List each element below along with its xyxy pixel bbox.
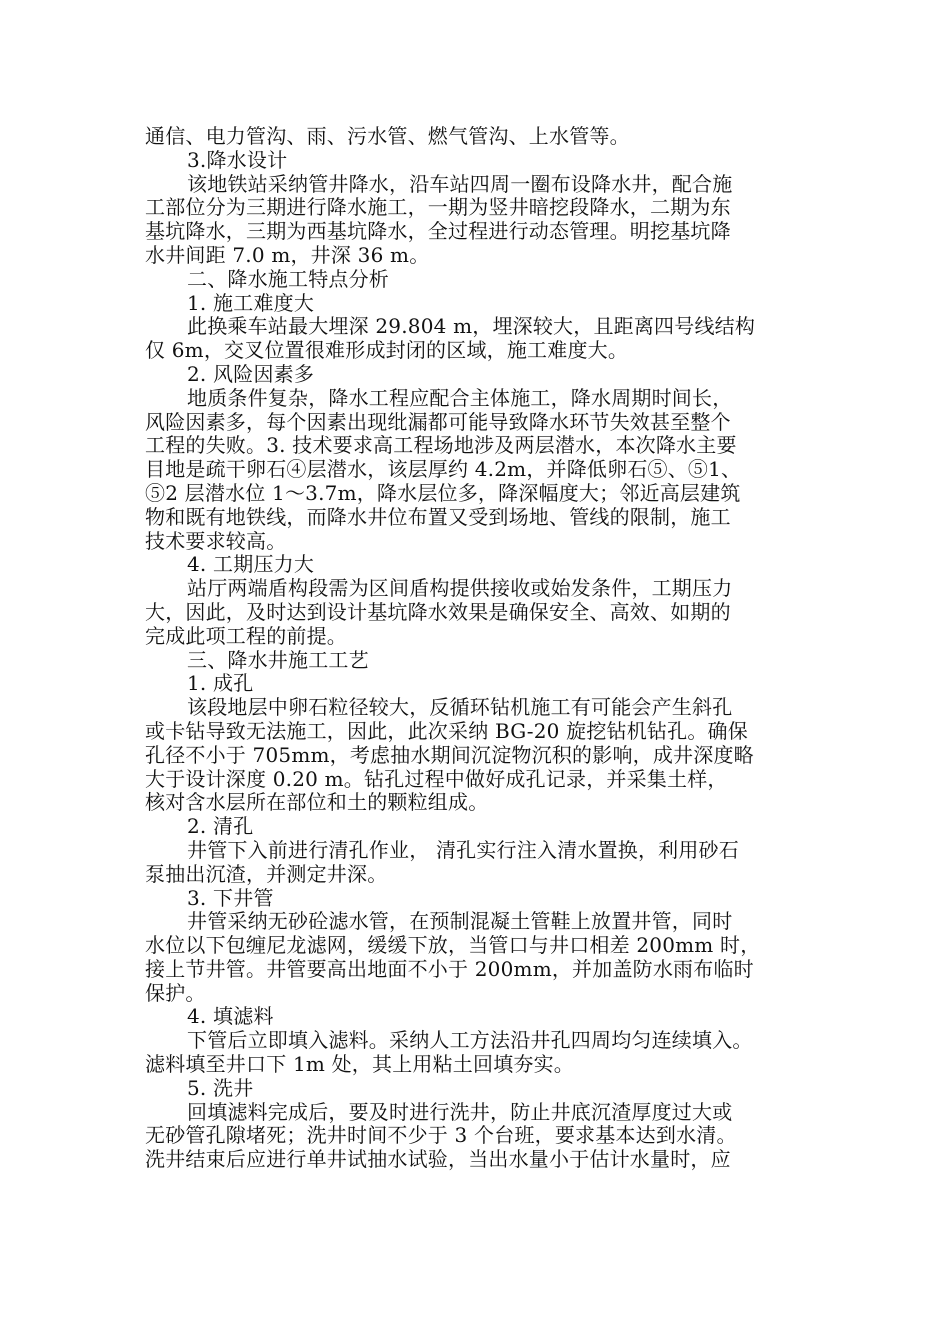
text-line: 地质条件复杂，降水工程应配合主体施工，降水周期时间长，	[187, 385, 733, 410]
text-line: 4. 工期压力大	[187, 552, 315, 577]
text-line: 三、降水井施工工艺	[187, 647, 369, 672]
text-line: 下管后立即填入滤料。采纳人工方法沿井孔四周均匀连续填入。	[187, 1028, 753, 1053]
text-line: 核对含水层所在部位和土的颗粒组成。	[145, 790, 489, 815]
text-line: 无砂管孔隙堵死；洗井时间不少于 3 个台班，要求基本达到水清。	[145, 1123, 737, 1148]
text-line: 大，因此，及时达到设计基坑降水效果是确保安全、高效、如期的	[145, 599, 731, 624]
text-line: 接上节井管。井管要高出地面不小于 200mm，并加盖防水雨布临时	[145, 956, 754, 981]
text-line: 滤料填至井口下 1m 处，其上用粘土回填夯实。	[145, 1052, 575, 1077]
text-line: 2. 风险因素多	[187, 361, 315, 386]
text-line: 技术要求较高。	[145, 528, 287, 553]
text-line: 水井间距 7.0 m，井深 36 m。	[145, 242, 430, 267]
text-line: 二、降水施工特点分析	[187, 266, 389, 291]
text-line: 3. 下井管	[187, 885, 274, 910]
text-line: 泵抽出沉渣，并测定井深。	[145, 861, 388, 886]
text-line: 4. 填滤料	[187, 1004, 274, 1029]
text-line: 该地铁站采纳管井降水，沿车站四周一圈布设降水井，配合施	[187, 171, 733, 196]
text-line: 或卡钻导致无法施工，因此，此次采纳 BG-20 旋挖钻机钻孔。确保	[145, 718, 748, 743]
text-line: 井管下入前进行清孔作业， 清孔实行注入清水置换，利用砂石	[187, 837, 739, 862]
text-line: 站厅两端盾构段需为区间盾构提供接收或始发条件，工期压力	[187, 576, 733, 601]
text-line: 完成此项工程的前提。	[145, 623, 347, 648]
text-line: ⑤2 层潜水位 1～3.7m，降水层位多，降深幅度大；邻近高层建筑	[145, 480, 741, 505]
document-body	[145, 125, 805, 1172]
text-line: 此换乘车站最大埋深 29.804 m，埋深较大，且距离四号线结构	[187, 314, 756, 339]
text-line: 3.降水设计	[187, 147, 288, 172]
text-line: 工程的失败。3. 技术要求高工程场地涉及两层潜水，本次降水主要	[145, 433, 737, 458]
text-line: 仅 6m，交叉位置很难形成封闭的区域，施工难度大。	[145, 338, 629, 363]
text-line: 回填滤料完成后，要及时进行洗井，防止井底沉渣厚度过大或	[187, 1099, 733, 1124]
text-line: 大于设计深度 0.20 m。钻孔过程中做好成孔记录，并采集土样，	[145, 766, 728, 791]
text-line: 物和既有地铁线，而降水井位布置又受到场地、管线的限制，施工	[145, 504, 731, 529]
text-line: 5. 洗井	[187, 1075, 254, 1100]
text-line: 1. 施工难度大	[187, 290, 315, 315]
text-line: 洗井结束后应进行单井试抽水试验，当出水量小于估计水量时，应	[145, 1147, 731, 1172]
text-line: 风险因素多，每个因素出现纰漏都可能导致降水环节失效甚至整个	[145, 409, 731, 434]
text-line: 2. 清孔	[187, 814, 254, 839]
text-line: 该段地层中卵石粒径较大，反循环钻机施工有可能会产生斜孔	[187, 695, 733, 720]
text-line: 1. 成孔	[187, 671, 254, 696]
text-line: 孔径不小于 705mm，考虑抽水期间沉淀物沉积的影响，成井深度略	[145, 742, 754, 767]
text-line: 水位以下包缠尼龙滤网，缓缓下放，当管口与井口相差 200mm 时，	[145, 933, 761, 958]
text-line: 目地是疏干卵石④层潜水，该层厚约 4.2m，并降低卵石⑤、⑤1、	[145, 457, 742, 482]
text-line: 井管采纳无砂砼滤水管，在预制混凝土管鞋上放置井管，同时	[187, 909, 733, 934]
text-line: 保护。	[145, 980, 206, 1005]
text-line: 通信、电力管沟、雨、污水管、燃气管沟、上水管等。	[145, 124, 630, 148]
text-line: 工部位分为三期进行降水施工，一期为竖井暗挖段降水，二期为东	[145, 195, 731, 220]
text-line: 基坑降水，三期为西基坑降水，全过程进行动态管理。明挖基坑降	[145, 219, 731, 244]
